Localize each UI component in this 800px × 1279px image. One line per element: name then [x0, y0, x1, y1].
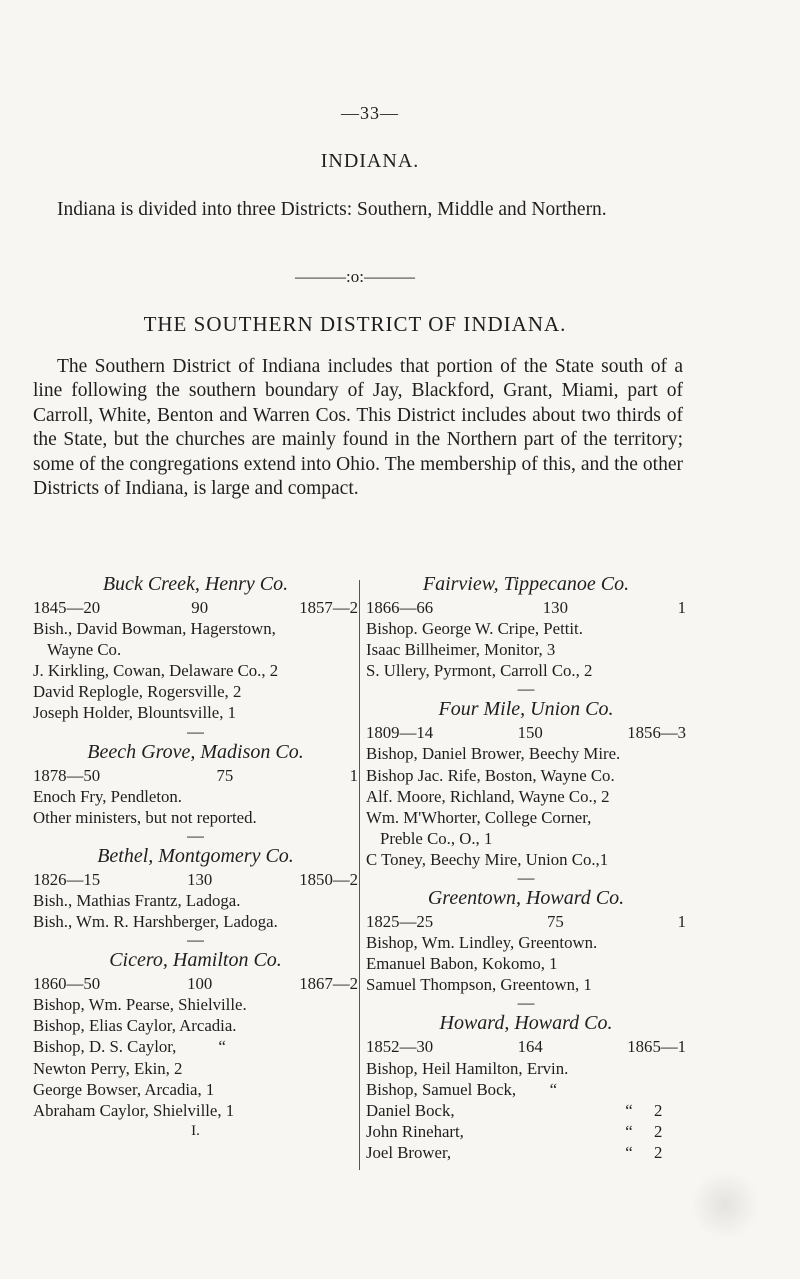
congregation-stats — [366, 911, 686, 932]
congregation-stats — [366, 722, 686, 743]
ministers-count: 1850—2 — [299, 869, 358, 889]
organized-year: 1825—25 — [366, 912, 434, 932]
congregation-title: Buck Creek, Henry Co. — [102, 573, 289, 595]
membership: 130 — [187, 869, 213, 889]
organized-year: 1852—30 — [366, 1037, 434, 1057]
minister-line: Emanuel Babon, Kokomo, 1 — [366, 954, 558, 974]
congregation-bethel — [33, 844, 358, 932]
minister-name: John Rinehart, — [366, 1121, 464, 1141]
congregation-title: Howard, Howard Co. — [439, 1012, 613, 1035]
congregation-stats — [33, 973, 358, 994]
entry-divider: — — [187, 930, 204, 950]
minister-line: Bishop, D. S. Caylor, “ — [33, 1037, 226, 1057]
congregation-title: Fairview, Tippecanoe Co. — [422, 573, 630, 595]
minister-line: Isaac Billheimer, Monitor, 3 — [366, 640, 556, 660]
minister-count: 2 — [654, 1100, 663, 1120]
minister-line — [366, 1121, 686, 1142]
congregation-title: Bethel, Montgomery Co. — [97, 844, 294, 867]
organized-year: 1809—14 — [366, 723, 434, 743]
minister-count: 2 — [654, 1142, 663, 1162]
membership: 150 — [517, 723, 543, 743]
minister-line: Bish., Mathias Frantz, Ladoga. — [33, 890, 241, 910]
minister-line: Alf. Moore, Richland, Wayne Co., 2 — [366, 786, 610, 806]
minister-line: Bishop, Heil Hamilton, Ervin. — [366, 1058, 569, 1078]
congregation-stats — [33, 597, 358, 618]
ministers-count: 1857—2 — [299, 598, 358, 617]
congregation-greentown — [366, 886, 686, 995]
column-divider — [359, 580, 360, 1170]
ministers-count: 1856—3 — [627, 723, 686, 743]
congregation-buck-creek — [33, 572, 358, 724]
entry-divider: — — [187, 825, 204, 845]
entry-divider: — — [517, 993, 535, 1013]
minister-line: Newton Perry, Ekin, 2 — [33, 1058, 183, 1078]
intro-paragraph: Indiana is divided into three Districts: Southern, Middle and Northern. — [57, 199, 607, 220]
ministers-count: 1867—2 — [299, 974, 358, 994]
entry-divider: — — [187, 721, 204, 741]
right-column — [366, 572, 686, 1163]
minister-line: Bish., David Bowman, Hagerstown, — [33, 619, 276, 639]
page-number: —33— — [341, 103, 399, 123]
minister-line: Abraham Caylor, Shielville, 1 — [33, 1100, 235, 1120]
minister-line: Bishop Jac. Rife, Boston, Wayne Co. — [366, 765, 615, 785]
congregation-cicero — [33, 948, 358, 1121]
congregation-beech-grove — [33, 740, 358, 828]
membership: 164 — [517, 1037, 543, 1057]
minister-line: Samuel Thompson, Greentown, 1 — [366, 975, 592, 995]
district-paragraph: The Southern District of Indiana includes that portion of the State south of a line following the southern boundary of Jay, Blackford, Grant, Miami, part of Carroll, White, Benton and Warren Cos. This District includes about two thirds of the State, but the churches are mainly found in the Northern part of the territory; some of the congregations extend into Ohio. The membership of this, and the other Districts of Indiana, is large and compact. — [33, 356, 683, 500]
organized-year: 1866—66 — [366, 598, 434, 617]
minister-line: J. Kirkling, Cowan, Delaware Co., 2 — [33, 661, 279, 681]
congregation-fairview — [366, 572, 686, 681]
minister-line: David Replogle, Rogersville, 2 — [33, 682, 242, 702]
minister-line: Bishop, Samuel Bock, “ — [366, 1079, 558, 1099]
congregation-howard — [366, 1011, 686, 1163]
ministers-count: 1865—1 — [627, 1037, 686, 1057]
membership: 130 — [542, 598, 568, 617]
minister-line: Bish., Wm. R. Harshberger, Ladoga. — [33, 912, 278, 932]
ditto-mark: “ — [625, 1142, 633, 1162]
signature-mark: I. — [191, 1122, 200, 1139]
congregation-title: Four Mile, Union Co. — [438, 698, 614, 721]
minister-line: Bishop, Wm. Pearse, Shielville. — [33, 995, 247, 1015]
organized-year: 1826—15 — [33, 869, 101, 889]
membership: 100 — [187, 974, 213, 994]
paper-stain — [690, 1170, 760, 1240]
minister-line — [366, 1142, 686, 1163]
minister-line: Bishop, Wm. Lindley, Greentown. — [366, 933, 598, 953]
congregation-four-mile — [366, 697, 686, 870]
minister-line: Preble Co., O., 1 — [380, 828, 493, 848]
membership: 90 — [191, 598, 209, 617]
state-heading: INDIANA. — [320, 150, 420, 172]
minister-line: Enoch Fry, Pendleton. — [33, 786, 182, 806]
entry-divider: — — [517, 679, 535, 699]
ditto-mark: “ — [625, 1121, 633, 1141]
minister-line — [366, 1100, 686, 1121]
minister-line: Wayne Co. — [47, 640, 122, 660]
congregation-title: Greentown, Howard Co. — [427, 887, 625, 910]
organized-year: 1845—20 — [33, 598, 101, 617]
left-column — [33, 572, 358, 1141]
ministers-count: 1 — [677, 598, 686, 617]
ditto-mark: “ — [625, 1100, 633, 1120]
minister-line: Bishop, Elias Caylor, Arcadia. — [33, 1016, 237, 1036]
minister-line: Joseph Holder, Blountsville, 1 — [33, 703, 237, 723]
minister-name: Daniel Bock, — [366, 1100, 455, 1120]
district-heading: THE SOUTHERN DISTRICT OF INDIANA. — [143, 312, 567, 336]
minister-line: Bishop, Daniel Brower, Beechy Mire. — [366, 744, 621, 764]
organized-year: 1878—50 — [33, 765, 101, 785]
minister-name: Joel Brower, — [366, 1142, 452, 1162]
ministers-count: 1 — [349, 765, 358, 785]
minister-line: Other ministers, but not reported. — [33, 807, 257, 827]
congregation-title: Beech Grove, Madison Co. — [87, 740, 304, 763]
organized-year: 1860—50 — [33, 974, 101, 994]
ministers-count: 1 — [677, 912, 686, 932]
minister-line: S. Ullery, Pyrmont, Carroll Co., 2 — [366, 661, 593, 681]
congregation-title: Cicero, Hamilton Co. — [109, 949, 282, 972]
minister-line: George Bowser, Arcadia, 1 — [33, 1079, 215, 1099]
congregation-stats — [366, 1036, 686, 1057]
section-separator: ———:o:——— — [295, 267, 415, 286]
membership: 75 — [546, 912, 564, 932]
minister-count: 2 — [654, 1121, 663, 1141]
congregation-stats — [366, 597, 686, 618]
congregation-stats — [33, 765, 358, 786]
congregation-stats — [33, 869, 358, 890]
membership: 75 — [216, 765, 234, 785]
entry-divider: — — [517, 868, 535, 888]
minister-line: Wm. M'Whorter, College Corner, — [366, 807, 592, 827]
minister-line: C Toney, Beechy Mire, Union Co.,1 — [366, 849, 609, 869]
minister-line: Bishop. George W. Cripe, Pettit. — [366, 619, 583, 639]
